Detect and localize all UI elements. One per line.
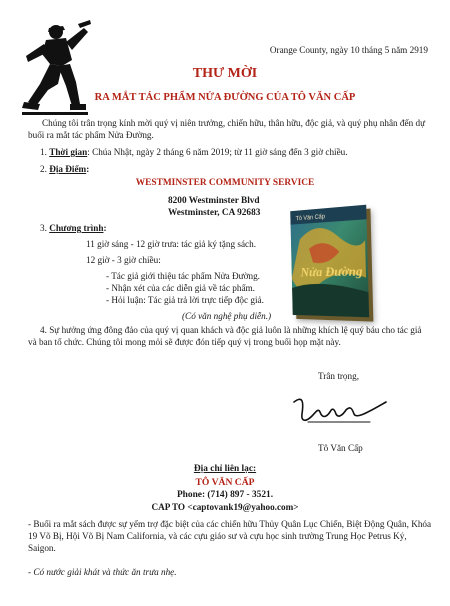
program-number: 3. xyxy=(40,223,50,233)
program-label: Chương trình xyxy=(49,223,104,233)
time-number: 1. xyxy=(40,147,50,157)
activity-2: - Nhận xét của các diễn giả về tác phẩm. xyxy=(106,283,255,293)
place-number: 2. xyxy=(40,164,50,174)
place-label: Địa Điểm xyxy=(49,164,87,174)
book-cover-image xyxy=(290,205,369,318)
contact-email: CAP TO <captovank19@yahoo.com> xyxy=(151,502,299,512)
contact-name: TÔ VĂN CẤP xyxy=(195,477,255,488)
book-cover-title: Nửa Đường xyxy=(300,263,363,280)
program-colon: : xyxy=(103,223,107,233)
book-cover-author: Tô Văn Cấp xyxy=(295,214,326,223)
refreshment-note: - Có nước giải khát và thức ăn trưa nhẹ. xyxy=(28,567,177,577)
time-value: : Chúa Nhật, ngày 2 tháng 6 năm 2019; từ 11 giờ sáng đến 3 giờ chiều. xyxy=(87,147,348,157)
invitation-title: THƯ MỜI xyxy=(192,66,258,81)
contact-phone: Phone: (714) 897 - 3521. xyxy=(176,490,274,500)
intro-paragraph: Chúng tôi trân trọng kính mời quý vị niên trưởng, chiến hữu, thân hữu, độc giả, và quý phụ nhân đến dự buổi ra mắt tác phẩm Nửa Đường. xyxy=(28,118,426,141)
place-item xyxy=(40,163,89,175)
signature-icon xyxy=(290,392,390,428)
place-colon: : xyxy=(86,164,90,174)
schedule-line-1: 11 giờ sáng - 12 giờ trưa: tác giả ký tặng sách. xyxy=(86,239,256,249)
time-item xyxy=(40,146,430,158)
closing-text: Trân trọng, xyxy=(318,371,360,381)
time-label: Thời gian xyxy=(49,147,88,157)
contact-heading: Địa chỉ liên lạc: xyxy=(193,464,257,474)
appreciation-paragraph: 4. Sự hưởng ứng đông đảo của quý vị quan khách và độc giả luôn là những khích lệ quý báu cho tác giả và ban tổ chức. Chúng tôi mong mỏi sẽ được đón tiếp quý vị trong buổi họp mặt này. xyxy=(28,325,422,348)
signer-name: Tô Văn Cấp xyxy=(318,443,363,453)
program-item xyxy=(40,222,107,234)
sponsor-note: - Buổi ra mắt sách được sự yểm trợ đặc biệt của các chiến hữu Thủy Quân Lục Chiến, Biệt Động Quân, Khóa 19 Võ Bị, Hội Võ Bị Nam California, và các cựu giáo sư và cựu học sinh trường Trung Học Petrus Ký, Saigon. xyxy=(28,519,432,554)
entertainment-note: (Có văn nghệ phụ diễn.) xyxy=(182,311,272,321)
schedule-line-2: 12 giờ - 3 giờ chiều: xyxy=(86,255,161,265)
activity-1: - Tác giả giới thiệu tác phẩm Nửa Đường. xyxy=(106,271,260,281)
venue-address-line-2: Westminster, CA 92683 xyxy=(168,208,261,218)
dateline: Orange County, ngày 10 tháng 5 năm 2919 xyxy=(269,45,428,55)
venue-address-line-1: 8200 Westminster Blvd xyxy=(168,196,260,206)
invitation-subtitle: RA MẮT TÁC PHẨM NỬA ĐƯỜNG CỦA TÔ VĂN CẤP xyxy=(94,92,356,103)
activity-3: - Hỏi luận: Tác giả trả lời trực tiếp độc giả. xyxy=(106,295,264,305)
venue-name: WESTMINSTER COMMUNITY SERVICE xyxy=(135,178,315,188)
